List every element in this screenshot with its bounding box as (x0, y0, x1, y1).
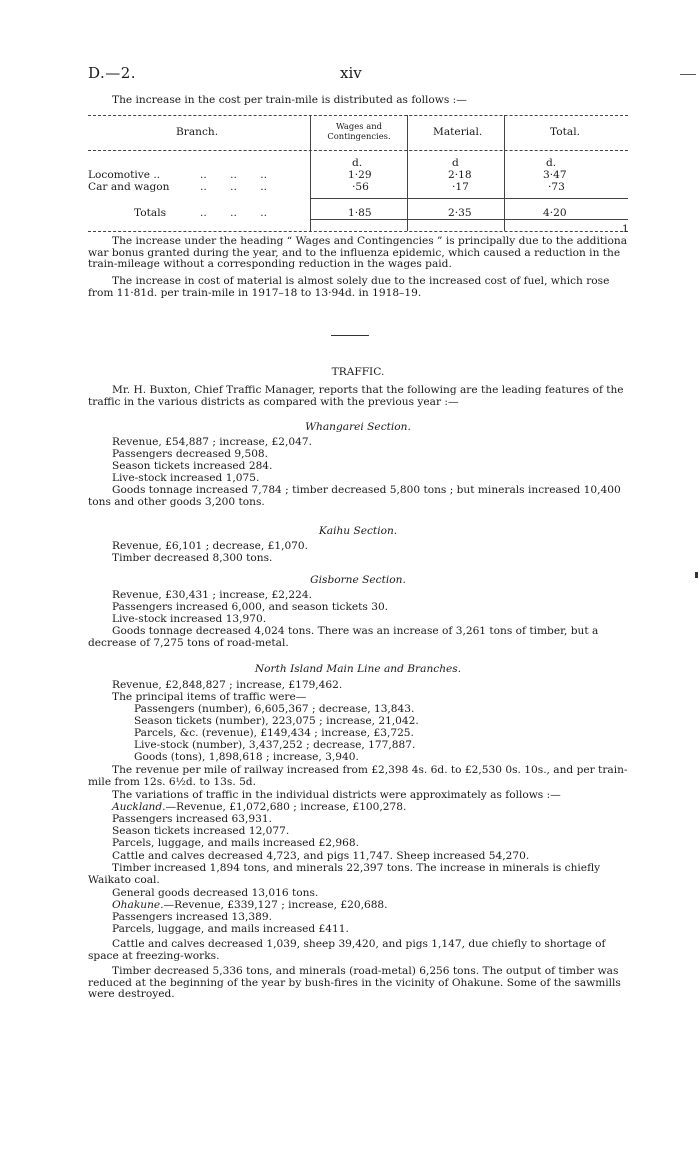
table-cell-wages: 1·29 (348, 169, 372, 181)
col-header-branch: Branch. (176, 126, 219, 138)
ohakune-revenue: —Revenue, £339,127 ; increase, £20,688. (163, 899, 388, 911)
totals-dots: .. .. .. (200, 207, 267, 219)
table-right-mark: 1 (622, 223, 629, 235)
table-vline (504, 115, 505, 231)
traffic-heading: TRAFFIC. (331, 366, 385, 378)
nimt-heading: North Island Main Line and Branches. (254, 663, 462, 675)
nimt-item: Season tickets (number), 223,075 ; increase, 21,042. (134, 715, 419, 727)
totals-material: 2·35 (448, 207, 472, 219)
table-row-dots: .. .. .. (200, 181, 267, 193)
unit-total: d. (546, 157, 557, 169)
table-cell-material: ·17 (452, 181, 469, 193)
col-header-total: Total. (550, 126, 580, 138)
nimt-item: Passengers (number), 6,605,367 ; decrease, 13,843. (134, 703, 415, 715)
whangarei-heading: Whangarei Section. (305, 421, 411, 433)
kaihu-line: Timber decreased 8,300 tons. (112, 552, 273, 564)
material-paragraph: The increase in cost of material is almost solely due to the increased cost of fuel, which rose from 11·81d. per train-mile in 1917–18 to 13·94d. in 1918–19. (88, 275, 610, 299)
ohakune-line: Passengers increased 13,389. (112, 911, 272, 923)
nimt-revenue-per-mile: The revenue per mile of railway increased from £2,398 4s. 6d. to £2,530 0s. 10s., and per train-mile from 12s. 6½d. to 13s. 5d. (88, 764, 628, 788)
ohakune-line: Parcels, luggage, and mails increased £411. (112, 923, 349, 935)
unit-material: d (452, 157, 459, 169)
auckland-timber: Timber increased 1,894 tons, and minerals 22,397 tons. The increase in minerals is chiefly Waikato coal. (88, 862, 601, 886)
auckland-revenue-line (112, 802, 406, 814)
table-row-dots: .. .. .. (200, 169, 267, 181)
table-intro: The increase in the cost per train-mile is distributed as follows :— (112, 94, 467, 106)
wages-paragraph: The increase under the heading “ Wages and Contingencies ” is principally due to the additiona war bonus granted during the year, and to the influenza epidemic, which caused a reduction in the train-mileage without a corresponding reduction in the wages paid. (88, 235, 628, 271)
totals-under-rule (310, 219, 628, 220)
totals-label: Totals (134, 207, 167, 219)
auckland-line: Parcels, luggage, and mails increased £2,968. (112, 837, 359, 849)
nimt-item: Live-stock (number), 3,437,252 ; decrease, 177,887. (134, 739, 416, 751)
unit-wages: d. (352, 157, 363, 169)
section-divider (331, 335, 369, 336)
table-top-rule (88, 115, 628, 116)
table-vline (407, 115, 408, 231)
auckland-name: Auckland. (112, 801, 166, 813)
auckland-line: Season tickets increased 12,077. (112, 825, 290, 837)
whangarei-line: Season tickets increased 284. (112, 460, 273, 472)
table-cell-total: 3·47 (543, 169, 567, 181)
auckland-line: Passengers increased 63,931. (112, 813, 272, 825)
table-bottom-rule (88, 231, 628, 232)
whangarei-line: Live-stock increased 1,075. (112, 472, 260, 484)
ohakune-revenue-line (112, 900, 388, 912)
table-header-rule (88, 150, 628, 151)
totals-total: 4·20 (543, 207, 567, 219)
gisborne-line: Passengers increased 6,000, and season tickets 30. (112, 601, 389, 613)
margin-mark (680, 74, 696, 75)
table-row-label: Locomotive .. (88, 169, 161, 181)
traffic-intro: Mr. H. Buxton, Chief Traffic Manager, reports that the following are the leading features of the traffic in the various districts as compared with the previous year :— (88, 384, 624, 408)
col-header-material: Material. (433, 126, 483, 138)
ohakune-timber: Timber decreased 5,336 tons, and minerals (road-metal) 6,256 tons. The output of timber was reduced at the beginning of the year by bush-fires in the vicinity of Ohakune. Some of the sawmills were destroyed. (88, 965, 621, 1001)
kaihu-line: Revenue, £6,101 ; decrease, £1,070. (112, 540, 309, 552)
col-header-wages: Wages and Contingencies. (327, 121, 391, 141)
gisborne-line: Revenue, £30,431 ; increase, £2,224. (112, 589, 312, 601)
whangarei-line: Passengers decreased 9,508. (112, 448, 269, 460)
report-reference: D.—2. (88, 64, 137, 82)
gisborne-heading: Gisborne Section. (310, 574, 406, 586)
totals-wages: 1·85 (348, 207, 372, 219)
page-number: xiv (340, 64, 362, 82)
nimt-item: Goods (tons), 1,898,618 ; increase, 3,940. (134, 751, 359, 763)
table-row-label: Car and wagon (88, 181, 170, 193)
ohakune-cattle: Cattle and calves decreased 1,039, sheep 39,420, and pigs 1,147, due chiefly to shortage of space at freezing-works. (88, 938, 606, 962)
table-cell-wages: ·56 (352, 181, 369, 193)
cost-table (88, 113, 629, 235)
nimt-revenue: Revenue, £2,848,827 ; increase, £179,462. (112, 679, 343, 691)
nimt-item: Parcels, &c. (revenue), £149,434 ; increase, £3,725. (134, 727, 414, 739)
whangarei-goods: Goods tonnage increased 7,784 ; timber decreased 5,800 tons ; but minerals increased 10,400 tons and other goods 3,200 tons. (88, 484, 621, 508)
kaihu-heading: Kaihu Section. (318, 525, 398, 537)
nimt-principal: The principal items of traffic were— (112, 691, 307, 703)
margin-speck (695, 572, 698, 578)
ohakune-name: Ohakune. (112, 899, 164, 911)
whangarei-line: Revenue, £54,887 ; increase, £2,047. (112, 436, 312, 448)
table-cell-total: ·73 (548, 181, 565, 193)
table-vline (310, 115, 311, 231)
totals-rule (310, 198, 628, 199)
auckland-revenue: —Revenue, £1,072,680 ; increase, £100,278. (165, 801, 407, 813)
nimt-variations: The variations of traffic in the individual districts were approximately as follows :— (112, 789, 561, 801)
auckland-general: General goods decreased 13,016 tons. (112, 887, 319, 899)
gisborne-line: Live-stock increased 13,970. (112, 613, 267, 625)
gisborne-goods: Goods tonnage decreased 4,024 tons. There was an increase of 3,261 tons of timber, but a decrease of 7,275 tons of road-metal. (88, 625, 599, 649)
auckland-line: Cattle and calves decreased 4,723, and pigs 11,747. Sheep increased 54,270. (112, 850, 530, 862)
table-cell-material: 2·18 (448, 169, 472, 181)
